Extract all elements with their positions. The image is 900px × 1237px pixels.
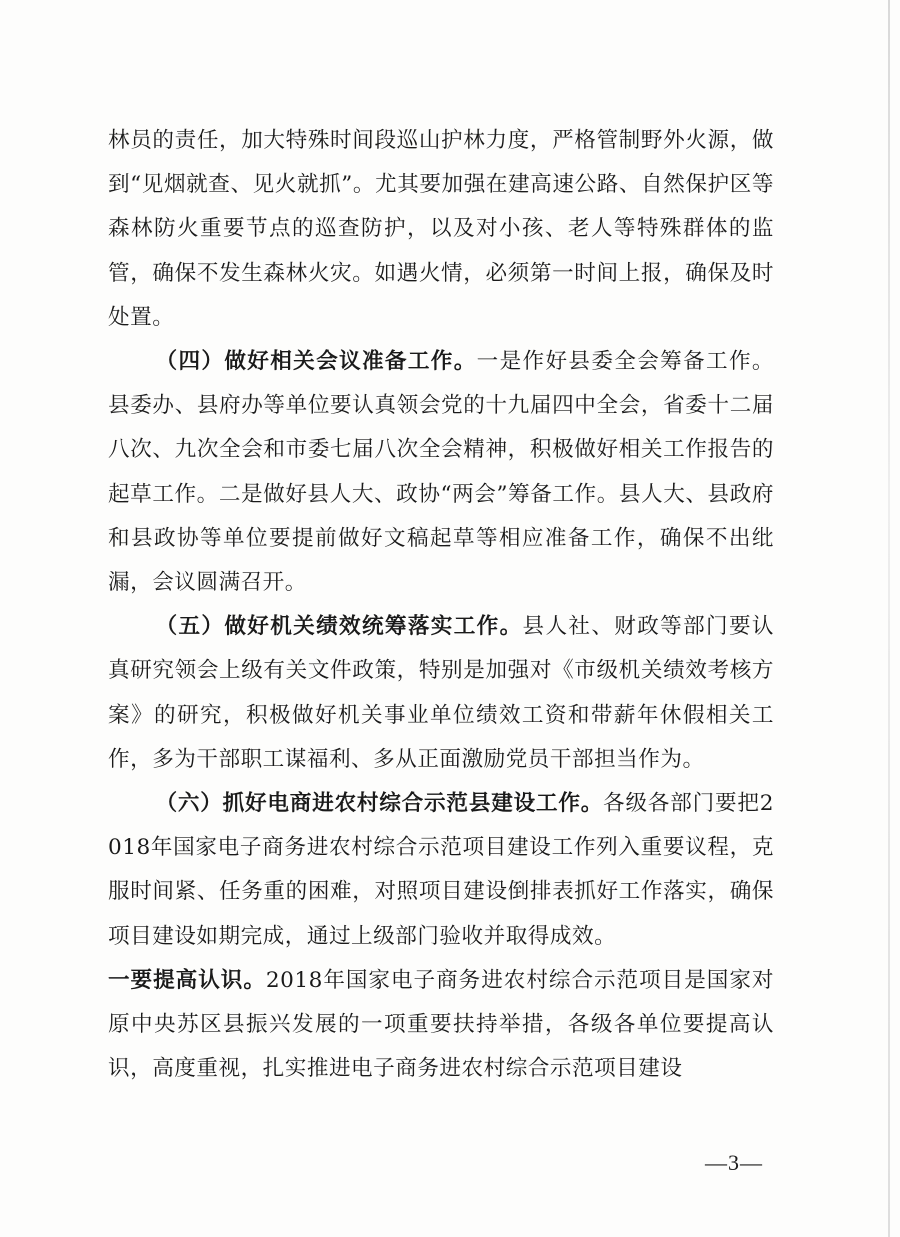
paragraph-body: 各级各部门要把2018年国家电子商务进农村综合示范项目建设工作列入重要议程，克服时间紧、任务重的困难，对照项目建设倒排表抓好工作落实，确保项目建设如期完成，通过上级部门验收并取得成效。 bbox=[108, 791, 774, 949]
paragraph-raise-awareness bbox=[108, 959, 774, 1092]
section-heading-4: （四）做好相关会议准备工作。 bbox=[155, 349, 477, 375]
paragraph-body: 2018年国家电子商务进农村综合示范项目是国家对原中央苏区县振兴发展的一项重要扶持举措，各级各单位要提高认识，高度重视，扎实推进电子商务进农村综合示范项目建设 bbox=[108, 967, 774, 1082]
document-body bbox=[108, 119, 774, 1091]
subheading-raise-awareness: 一要提高认识。 bbox=[108, 967, 266, 993]
section-heading-6: （六）抓好电商进农村综合示范县建设工作。 bbox=[155, 791, 604, 817]
paragraph-body: 一是作好县委全会筹备工作。县委办、县府办等单位要认真领会党的十九届四中全会，省委十二届八次、九次全会和市委七届八次全会精神，积极做好相关工作报告的起草工作。二是做好县人大、政协“两会”筹备工作。县人大、县政府和县政协等单位要提前做好文稿起草等相应准备工作，确保不出纰漏，会议圆满召开。 bbox=[108, 349, 774, 596]
paragraph-fire-prevention bbox=[108, 119, 774, 340]
section-heading-5: （五）做好机关绩效统筹落实工作。 bbox=[155, 614, 523, 640]
scan-edge-line bbox=[888, 0, 890, 1237]
paragraph-body: 林员的责任，加大特殊时间段巡山护林力度，严格管制野外火源，做到“见烟就查、见火就抓”。尤其要加强在建高速公路、自然保护区等森林防火重要节点的巡查防护，以及对小孩、老人等特殊群体的监管，确保不发生森林火灾。如遇火情，必须第一时间上报，确保及时处置。 bbox=[108, 128, 774, 330]
page-number: —3— bbox=[705, 1150, 763, 1175]
paragraph-body: 县人社、财政等部门要认真研究领会上级有关文件政策，特别是加强对《市级机关绩效考核方案》的研究，积极做好机关事业单位绩效工资和带薪年休假相关工作，多为干部职工谋福利、多从正面激励党员干部担当作为。 bbox=[108, 614, 774, 772]
paragraph-ecommerce-demo bbox=[108, 782, 774, 959]
paragraph-performance-work bbox=[108, 605, 774, 782]
paragraph-meeting-preparation bbox=[108, 340, 774, 605]
